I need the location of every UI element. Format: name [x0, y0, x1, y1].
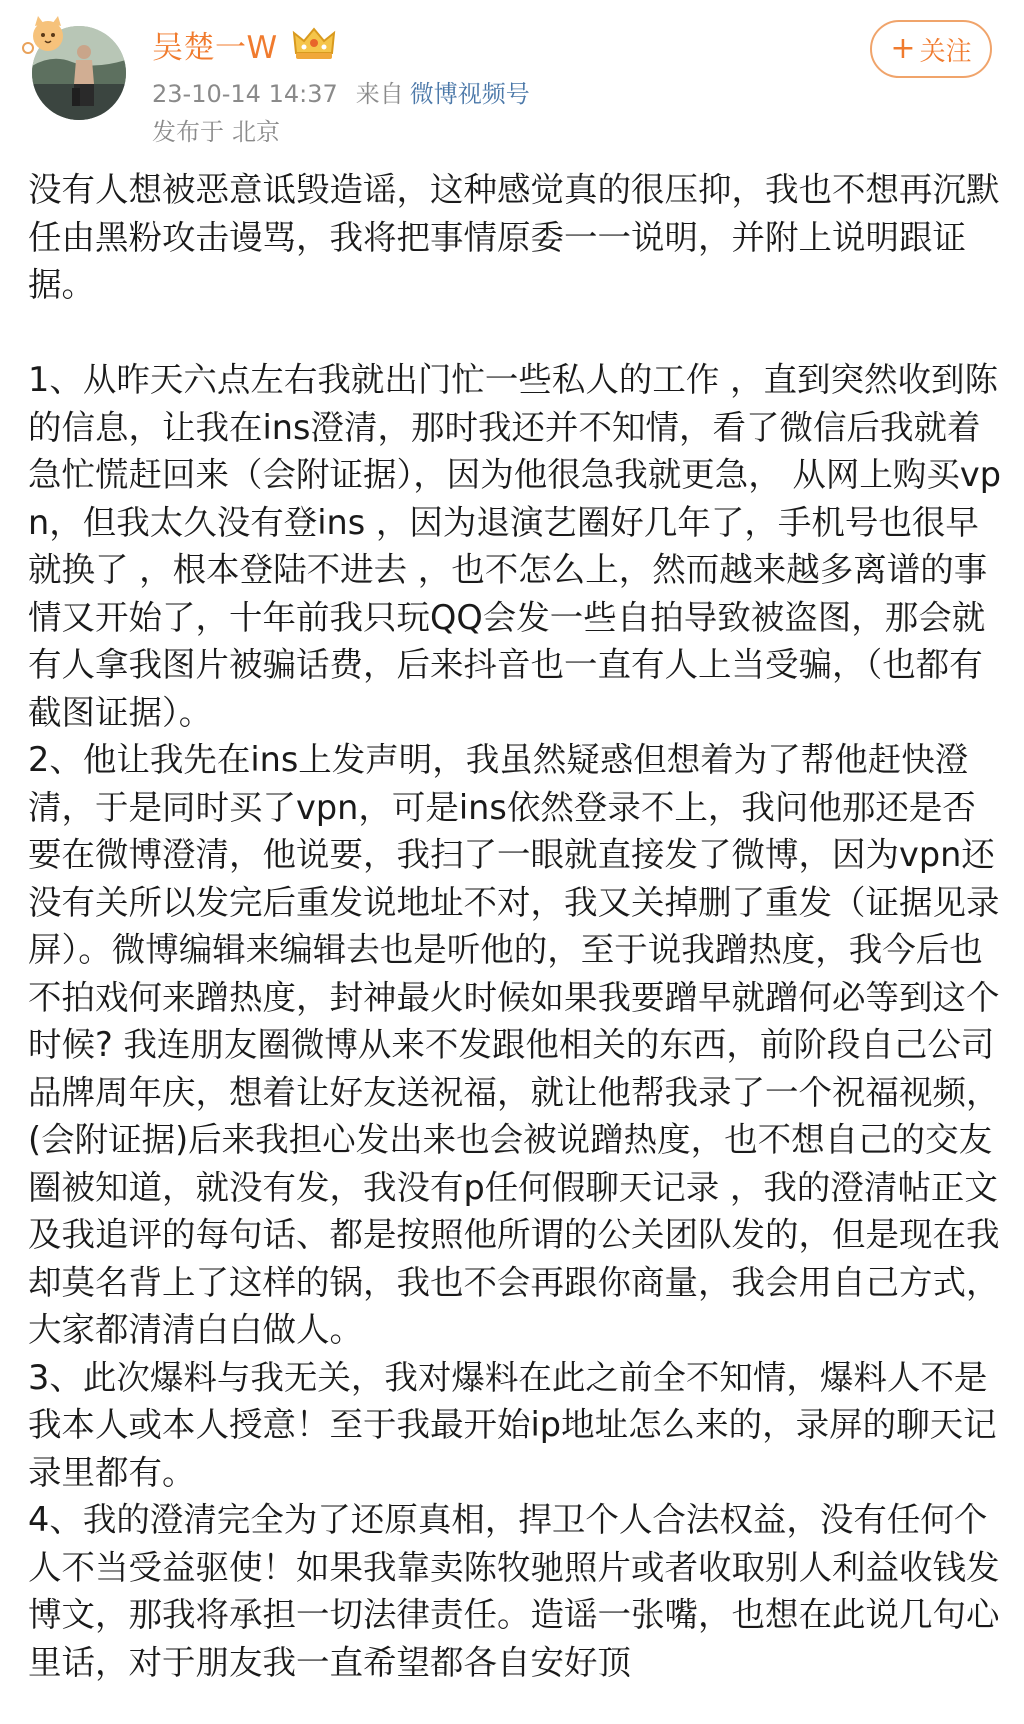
- post-meta: [152, 74, 530, 109]
- post-location: [152, 112, 280, 147]
- post-header: [0, 0, 1024, 150]
- follow-button[interactable]: [870, 20, 992, 78]
- source-label: 来自: [355, 80, 404, 108]
- avatar-container[interactable]: [22, 14, 130, 122]
- plus-icon: +: [890, 31, 916, 66]
- post-paragraph-4: 4、我的澄清完全为了还原真相，捍卫个人合法权益，没有任何个人不当受益驱使！如果我靠卖陈牧驰照片或者收取别人利益收钱发博文，那我将承担一切法律责任。造谣一张嘴，也想在此说几句心里话，对于朋友我一直希望都各自安好顶: [28, 1500, 1000, 1682]
- username[interactable]: 吴楚一W: [152, 29, 278, 66]
- location-label: 发布于: [152, 118, 224, 146]
- post-timestamp: 23-10-14 14:37: [152, 80, 338, 108]
- post-paragraph-3: 3、此次爆料与我无关，我对爆料在此之前全不知情，爆料人不是我本人或本人授意！至于我最开始ip地址怎么来的，录屏的聊天记录里都有。: [28, 1357, 997, 1492]
- location-city: 北京: [232, 118, 280, 146]
- cat-badge-icon: [22, 14, 72, 56]
- post-body: [28, 166, 1008, 1686]
- source-link[interactable]: 微博视频号: [409, 80, 530, 108]
- post-paragraph-2: 2、他让我先在ins上发声明，我虽然疑惑但想着为了帮他赶快澄清，于是同时买了vpn，可是ins依然登录不上，我问他那还是否要在微博澄清，他说要，我扫了一眼就直接发了微博，因为vpn还没有关所以发完后重发说地址不对，我又关掉删了重发（证据见录屏）。微博编辑来编辑去也是听他的，至于说我蹭热度，我今后也不拍戏何来蹭热度，封神最火时候如果我要蹭早就蹭何必等到这个时候? 我连朋友圈微博从来不发跟他相关的东西，前阶段自己公司品牌周年庆，想着让好友送祝福，就让他帮我录了一个祝福视频，(会附证据)后来我担心发出来也会被说蹭热度，也不想自己的交友圈被知道，就没有发，我没有p任何假聊天记录 ，我的澄清帖正文及我追评的每句话、都是按照他所谓的公关团队发的，但是现在我却莫名背上了这样的锅，我也不会再跟你商量，我会用自己方式，大家都清清白白做人。: [28, 740, 1000, 1349]
- follow-label: 关注: [919, 36, 972, 67]
- post-paragraph-1: 1、从昨天六点左右我就出门忙一些私人的工作 ，直到突然收到陈的信息，让我在ins澄清，那时我还并不知情，看了微信后我就着急忙慌赶回来（会附证据），因为他很急我就更急， 从网上购买vpn，但我太久没有登ins ，因为退演艺圈好几年了，手机号也很早就换了 ，根本登陆不进去 ，也不怎么上，然而越来越多离谱的事情又开始了，十年前我只玩QQ会发一些自拍导致被盗图，那会就有人拿我图片被骗话费，后来抖音也一直有人上当受骗，（也都有截图证据）。: [28, 360, 1001, 732]
- paragraph-spacer: [28, 309, 1008, 357]
- crown-badge-icon: [290, 25, 338, 63]
- username-row: [152, 22, 338, 66]
- post-paragraph-intro: 没有人想被恶意诋毁造谣，这种感觉真的很压抑，我也不想再沉默任由黑粉攻击谩骂，我将把事情原委一一说明，并附上说明跟证据。: [28, 170, 1000, 304]
